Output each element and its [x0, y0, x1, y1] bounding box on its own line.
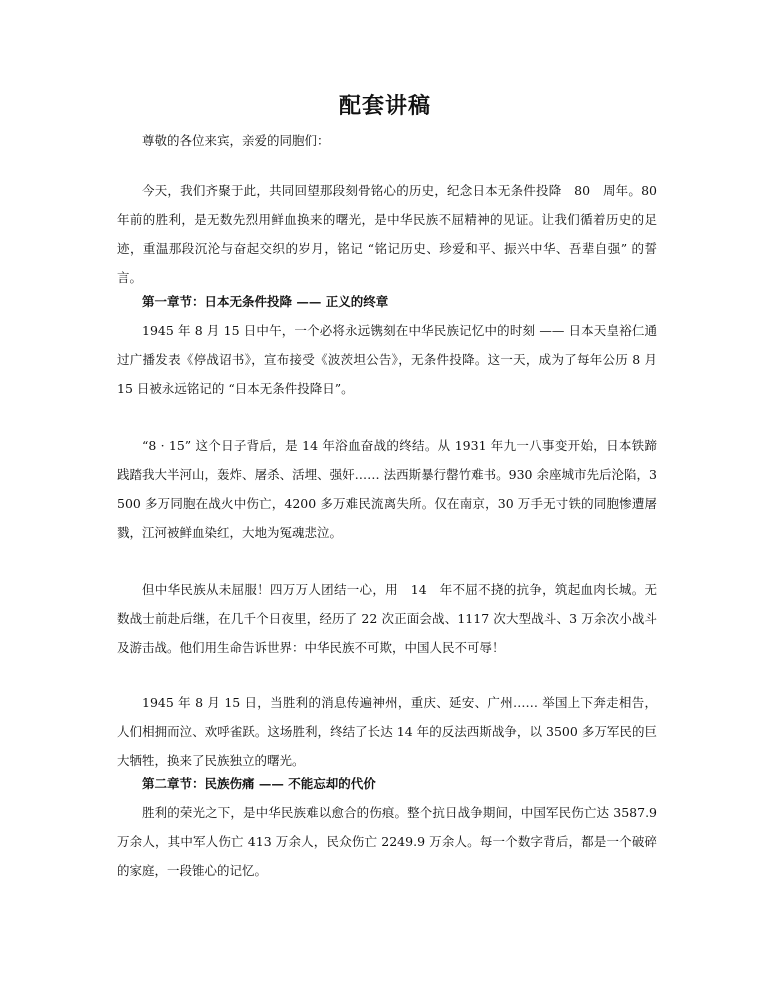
greeting: 尊敬的各位来宾，亲爱的同胞们： — [142, 133, 330, 148]
chapter-1-paragraph-4: 1945 年 8 月 15 日，当胜利的消息传遍神州，重庆、延安、广州…… 举国上下奔走相告，人们相拥而泣、欢呼雀跃。这场胜利，终结了长达 14 年的反法西斯战争，以 3500 多万军民的巨大牺牲，换来了民族独立的曙光。 — [117, 695, 657, 768]
chapter-1-paragraph-1: 1945 年 8 月 15 日中午，一个必将永远镌刻在中华民族记忆中的时刻 —— 日本天皇裕仁通过广播发表《停战诏书》，宣布接受《波茨坦公告》，无条件投降。这一天，成为了每年公历 8 月 15 日被永远铭记的 “日本无条件投降日”。 — [117, 323, 657, 396]
chapter-2-paragraph-1: 胜利的荣光之下，是中华民族难以愈合的伤痕。整个抗日战争期间，中国军民伤亡达 3587.9 万余人，其中军人伤亡 413 万余人，民众伤亡 2249.9 万余人。每一个数字背后，都是一个破碎的家庭，一段锥心的记忆。 — [117, 805, 657, 878]
chapter-1-paragraph-2: “8 · 15” 这个日子背后，是 14 年浴血奋战的终结。从 1931 年九一八事变开始，日本铁蹄践踏我大半河山，轰炸、屠杀、活埋、强奸…… 法西斯暴行罄竹难书。930 余座城市先后沦陷，3500 多万同胞在战火中伤亡，4200 多万难民流离失所。仅在南京，30 万手无寸铁的同胞惨遭屠戮，江河被鲜血染红，大地为冤魂悲泣。 — [117, 438, 657, 540]
chapter-1-paragraph-3: 但中华民族从未屈服！四万万人团结一心，用 14 年不屈不挠的抗争，筑起血肉长城。无数战士前赴后继，在几千个日夜里，经历了 22 次正面会战、1117 次大型战斗、3 万余次小战斗及游击战。他们用生命告诉世界：中华民族不可欺，中国人民不可辱！ — [117, 582, 657, 655]
chapter-1-heading: 第一章节：日本无条件投降 —— 正义的终章 — [142, 294, 389, 309]
document-title: 配套讲稿 — [338, 93, 431, 119]
chapter-2-heading: 第二章节：民族伤痛 —— 不能忘却的代价 — [142, 776, 376, 791]
intro-paragraph: 今天，我们齐聚于此，共同回望那段刻骨铭心的历史，纪念日本无条件投降 80 周年。80 年前的胜利，是无数先烈用鲜血换来的曙光，是中华民族不屈精神的见证。让我们循着历史的足迹，重温那段沉沦与奋起交织的岁月，铭记 “铭记历史、珍爱和平、振兴中华、吾辈自强” 的誓言。 — [117, 183, 657, 285]
